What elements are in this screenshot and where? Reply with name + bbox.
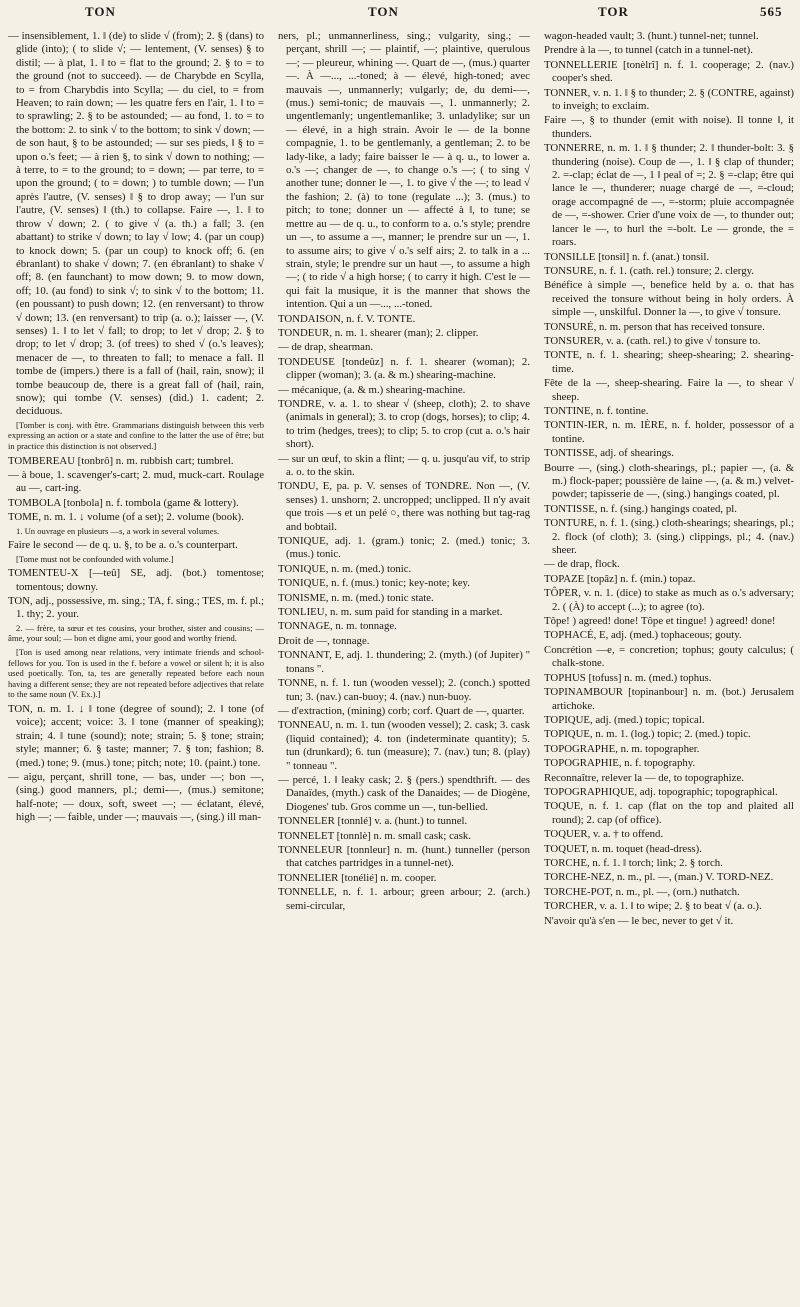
dictionary-entry: TONNER, v. n. 1. ‖ § to thunder; 2. § (CONTRE, against) to inveigh; to exclaim. <box>544 86 794 113</box>
left-running-head: TON <box>85 4 116 19</box>
dictionary-entry: TOPOGRAPHIE, n. f. topography. <box>544 757 696 770</box>
dictionary-entry: TONLIEU, n. m. sum paid for standing in a market. <box>278 606 503 619</box>
dictionary-entry: TONNELLERIE [tonèlrî] n. f. 1. cooperage; 2. (nav.) cooper's shed. <box>544 58 794 85</box>
dictionary-entry: TOPHACÉ, E, adj. (med.) tophaceous; gouty. <box>544 629 742 642</box>
usage-note: 1. Un ouvrage en plusieurs —s, a work in several volumes. <box>16 525 220 536</box>
column-middle <box>278 30 530 1300</box>
dictionary-entry: TONSILLE [tonsil] n. f. (anat.) tonsil. <box>544 250 710 263</box>
dictionary-entry: TOMENTEU-X [—teû] SE, adj. (bot.) tomentose; tomentous; downy. <box>8 567 264 593</box>
column-left <box>8 30 264 1300</box>
dictionary-entry: TONNE, n. f. 1. tun (wooden vessel); 2. (conch.) spotted tun; 3. (nav.) can-buoy; 4. (nav.) nun-buoy. <box>278 677 530 703</box>
dictionary-entry: TONDRE, v. a. 1. to shear √ (sheep, cloth); 2. to shave (animals in general); 3. to crop (dogs, horses); to clip; 4. to trim (hedges, trees); to clip; 5. to crop (cut a. o.'s hair short). <box>278 397 530 451</box>
dictionary-entry: TORCHE-POT, n. m., pl. —, (orn.) nuthatch. <box>544 885 740 898</box>
dictionary-entry: TONDAISON, n. f. V. TONTE. <box>278 312 416 325</box>
dictionary-entry: Faire le second — de q. u. §, to be a. o.'s counterpart. <box>8 539 238 552</box>
dictionary-entry: TOPHUS [tofuss] n. m. (med.) tophus. <box>544 671 712 684</box>
dictionary-entry: TORCHE-NEZ, n. m., pl. —, (man.) V. TORD-NEZ. <box>544 871 774 884</box>
dictionary-entry: TONNAGE, n. m. tonnage. <box>278 620 397 633</box>
dictionary-entry: TONIQUE, n. f. (mus.) tonic; key-note; key. <box>278 577 470 590</box>
dictionary-entry: TONNELET [tonnlè] n. m. small cask; cask. <box>278 829 472 842</box>
dictionary-entry: TONNEAU, n. m. 1. tun (wooden vessel); 2. cask; 3. cask (liquid contained); 4. ton (indeterminate quantity); 5. tun (drunkard); 6. tun (measure); 7. (nav.) tun; 8. (play) " tonneau ". <box>278 719 530 772</box>
dictionary-entry: — sur un œuf, to skin a flint; — q. u. jusqu'au vif, to strip a. o. to the skin. <box>278 452 530 478</box>
dictionary-entry: TONSURÉ, n. m. person that has received tonsure. <box>544 320 765 333</box>
right-running-head: TOR <box>598 4 629 19</box>
dictionary-entry: TOPIQUE, n. m. 1. (log.) topic; 2. (med.) topic. <box>544 728 751 741</box>
column-right <box>544 30 794 1300</box>
dictionary-entry: TONIQUE, n. m. (med.) tonic. <box>278 562 412 575</box>
dictionary-entry: wagon-headed vault; 3. (hunt.) tunnel-net; tunnel. <box>544 30 759 42</box>
dictionary-entry: TON, adj., possessive, m. sing.; TA, f. sing.; TES, m. f. pl.; 1. thy; 2. your. <box>8 595 264 621</box>
dictionary-entry: Concrétion —e, = concretion; tophus; gouty calculus; ( chalk-stone. <box>544 643 794 670</box>
dictionary-entry: — percé, 1. ‖ leaky cask; 2. § (pers.) spendthrift. — des Danaïdes, (myth.) cask of the Danaides; — de Diogène, Diogenes' tub. Gros comme un —, tun-bellied. <box>278 773 530 813</box>
dictionary-entry: TOPIQUE, adj. (med.) topic; topical. <box>544 713 705 726</box>
dictionary-entry: TOPOGRAPHE, n. m. topographer. <box>544 742 700 755</box>
dictionary-entry: TOMBEREAU [tonbrô] n. m. rubbish cart; tumbrel. <box>8 454 234 467</box>
dictionary-entry: TONNELER [tonnlé] v. a. (hunt.) to tunnel. <box>278 815 468 828</box>
dictionary-entry: TORCHER, v. a. 1. ‖ to wipe; 2. § to beat √ (a. o.). <box>544 900 762 913</box>
usage-note: [Tomber is conj. with être. Grammarians distinguish between this verb expressing an action or a state and confine to the latter the use of être; but in practice this distinction is not observed.] <box>8 419 264 451</box>
dictionary-entry: TONNELEUR [tonnleur] n. m. (hunt.) tunneller (person that catches partridges in a tunnel-net). <box>278 843 530 870</box>
page-header <box>0 2 800 32</box>
dictionary-entry: Droit de —, tonnage. <box>278 634 370 647</box>
page-number: 565 <box>760 4 783 19</box>
center-running-head: TON <box>368 4 399 19</box>
dictionary-entry: Bénéfice à simple —, benefice held by a. o. that has received the tonsure without being in holy orders. À simple —, unskilful. Donner la —, to give √ tonsure. <box>544 279 794 319</box>
dictionary-entry: TONSURE, n. f. 1. (cath. rel.) tonsure; 2. clergy. <box>544 264 754 277</box>
dictionary-entry: TONNERRE, n. m. 1. ‖ § thunder; 2. ‖ thunder-bolt: 3. § thundering (noise). Coup de —, 1. ‖ § clap of thunder; 2. =-clap; éclat de —, 1 ‖ peal of =; 2. § =-clap; être qui lance le —, thunderer; nuage chargé de —, =-cloud; orage accompagné de —, =-storm; pluie accompagnée de —, =-shower. Crier d'une voix de —, to thunder out; lancer le —, to hurl the =-bolt. Le — gronde, the = roars. <box>544 142 794 249</box>
dictionary-entry: — de drap, flock. <box>544 558 620 571</box>
dictionary-entry: — insensiblement, 1. ‖ (de) to slide √ (from); 2. § (dans) to glide (into); ( to slide √; — lentement, (V. senses) § to distil; — à plat, 1. ‖ to = flat to the ground; 2. § to = to the ground (not to succeed). — de Charybde en Scylla, to = from Charybdis into Scylla; — du ciel, to = from Heaven; to rain down; — les quatre fers en l'air, 1. ‖ to = to sprawling; 2. § to be astounded; — au fond, 1. to = to the bottom: 2. to sink √ to the bottom; to sink √ down; — de son haut, § to be astounded; — sur ses pieds, ‖ § to = upon o.'s feet; — à rien §, to sink √ down to nothing; — à terre, to = to the ground; to = down; — par terre, to = upon the ground; ( to = down; ) to tumble down; — l'un après l'autre, (V. senses) ‖ § to drop away; — l'un sur l'autre, (V. senses) ‖ (th.) to collapse. Faire —, 1. ‖ to throw √ down; 2. ( to give √ (a. th.) a fall; 3. (en abattant) to strike √ down; to lay √ low; 4. (par un coup) to knock down; 5. (par un coup) to knock off; 6. (en ébranlant) to shake √ down; 7. (en ébranlant) to shake √ off; 8. (en faunchant) to mow down; 9. to mow down, off; 10. (au fond) to sink √; to sink √ to the bottom; 11. (en poussant) to push down; 12. (en renversant) to throw √ down; 13. (en renversant) to trip (a. o.); laisser —, (V. senses) 1. ‖ to let √ fall; to drop; to let √ drop; 2. § to drop; to let √ drop; 3. (of trees) to shed √ (o.'s leaves); menacer de —, to threaten to fall; to menace a fall. Il tombe de (impers.) there is a fall of (hail, rain, snow); il tombe beaucoup de, there is a great fall of (hail, rain, snow); qui tombe (V. senses) (did.) 1. cadent; 2. deciduous. <box>8 30 264 418</box>
dictionary-entry: TOMBOLA [tonbola] n. f. tombola (game & lottery). <box>8 496 239 509</box>
dictionary-entry: — à boue, 1. scavenger's-cart; 2. mud, muck-cart. Roulage au —, cart-ing. <box>8 468 264 495</box>
dictionary-entry: — de drap, shearman. <box>278 341 374 354</box>
dictionary-entry: Fête de la —, sheep-shearing. Faire la —, to shear √ sheep. <box>544 377 794 403</box>
dictionary-entry: ners, pl.; unmannerliness, sing.; vulgarity, sing.; — perçant, shrill —; — plaintif, —; plaintive, querulous —; — pleureur, whining —. Quart de —, (mus.) quarter —. À —..., ...-toned; à — élevé, high-toned; avec mauvais —, unmannerly; vulgarly; de, du demi-—, (mus.) semi-tonic; de mauvais —, 1. unmannerly; 2. ungentlemanly; ungentlemanlike; 3. unladylike; sur un — élevé, in a high strain. Avoir le — de la bonne compagnie, 1. to be gentlemanly, a gentleman; 2. to be lady-like, a lady; faire baisser le — à q. u., to lower a. o.'s —; changer de —, to change o.'s —; ( to sing √ another tune; donner le —, 1. to give √ the —; to lead √ the fashion; 2. (à) to tone (regulate ...); 3. (mus.) to pitch; to tone; donner un — affecté à ‖, to tune; se mettre au — de q. u., to conform to a. o.'s style; prendre un —, to assume a —, manner; le prendre sur un —, 1. to assume airs; to give √ o.'s self airs; 2. to talk in a ... strain, style; le prendre sur un haut —, to assume a high —; ( to ride √ a high horse; ( to carry it high. C'est le — qui fait la musique, it is the manner that shows the intention. Qui a un —..., ...-toned. <box>278 30 530 311</box>
dictionary-entry: — d'extraction, (mining) corb; corf. Quart de —, quarter. <box>278 704 525 717</box>
dictionary-entry: TONDEUR, n. m. 1. shearer (man); 2. clipper. <box>278 326 479 339</box>
dictionary-entry: TOQUET, n. m. toquet (head-dress). <box>544 842 702 855</box>
dictionary-entry: TONDEUSE [tondeûz] n. f. 1. shearer (woman); 2. clipper (woman); 3. (a. & m.) shearing-machine. <box>278 355 530 382</box>
dictionary-entry: TONTISSE, adj. of shearings. <box>544 447 674 460</box>
dictionary-entry: N'avoir qu'à s'en — le bec, never to get √ it. <box>544 914 734 927</box>
dictionary-entry: TOQUE, n. f. 1. cap (flat on the top and plaited all round); 2. cap (of office). <box>544 800 794 826</box>
dictionary-entry: TONNELLE, n. f. 1. arbour; green arbour; 2. (arch.) semi-circular, <box>278 886 530 912</box>
dictionary-entry: TONTURE, n. f. 1. (sing.) cloth-shearings; shearings, pl.; 2. flock (of cloth); 3. (sing.) clippings, pl.; 4. (nav.) sheer. <box>544 517 794 557</box>
dictionary-entry: — mécanique, (a. & m.) shearing-machine. <box>278 383 466 396</box>
dictionary-entry: TONSURER, v. a. (cath. rel.) to give √ tonsure to. <box>544 334 761 347</box>
dictionary-entry: — aigu, perçant, shrill tone, — bas, under —; bon —, (sing.) good manners, pl.; demi-—, (mus.) semitone; half-note; — doux, soft, sweet —; — éclatant, élevé, high —; — faible, under —; mauvais —, (sing.) ill man- <box>8 771 264 824</box>
dictionary-entry: Tôpe! ) agreed! done! Tôpe et tingue! ) agreed! done! <box>544 615 776 628</box>
dictionary-entry: TONDU, E, pa. p. V. senses of TONDRE. Non —, (V. senses) 1. unshorn; 2. uncropped; unclipped. Il n'y avait que trois —s et un pelé ○, there was nothing but tag-rag and bobtail. <box>278 480 530 533</box>
usage-note: [Ton is used among near relations, very intimate friends and school-fellows for you. Ton is used in the f. before a vowel or silent h; it is also used poetically. Ton, ta, tes are generally repeated before each noun having a different sense; they are not repeated before adjectives that relate to the same noun (V. Ex.).] <box>8 647 264 700</box>
dictionary-entry: TONTE, n. f. 1. shearing; sheep-shearing; 2. shearing-time. <box>544 349 794 375</box>
dictionary-entry: Bourre —, (sing.) cloth-shearings, pl.; papier —, (a. & m.) flock-paper; poussière de laine —, (a. & m.) velvet-powder; tapisserie de —, (sing.) hangings coated, pl. <box>544 461 794 501</box>
dictionary-entry: TONTISSE, n. f. (sing.) hangings coated, pl. <box>544 502 737 515</box>
dictionary-entry: TONNELIER [tonélié] n. m. cooper. <box>278 871 437 884</box>
dictionary-entry: TONISME, n. m. (med.) tonic state. <box>278 591 434 604</box>
dictionary-entry: TOPAZE [topâz] n. f. (min.) topaz. <box>544 572 696 585</box>
dictionary-entry: TOME, n. m. 1. ↓ volume (of a set); 2. volume (book). <box>8 511 244 524</box>
dictionary-entry: TONIQUE, adj. 1. (gram.) tonic; 2. (med.) tonic; 3. (mus.) tonic. <box>278 535 530 561</box>
dictionary-entry: TONNANT, E, adj. 1. thundering; 2. (myth.) (of Jupiter) " tonans ". <box>278 649 530 675</box>
dictionary-entry: Faire —, § to thunder (emit with noise). Il tonne ‖, it thunders. <box>544 114 794 140</box>
dictionary-entry: TÔPER, v. n. 1. (dice) to stake as much as o.'s adversary; 2. ( (À) to accept (...); to agree (to). <box>544 587 794 613</box>
usage-note: [Tome must not be confounded with volume.] <box>16 553 174 564</box>
dictionary-entry: Reconnaître, relever la — de, to topographize. <box>544 771 744 784</box>
dictionary-entry: TORCHE, n. f. 1. ‖ torch; link; 2. § torch. <box>544 856 723 869</box>
dictionary-entry: TONTIN-IER, n. m. IÈRE, n. f. holder, possessor of a tontine. <box>544 419 794 445</box>
dictionary-entry: TOPOGRAPHIQUE, adj. topographic; topographical. <box>544 785 778 798</box>
dictionary-entry: TON, n. m. 1. ↓ ‖ tone (degree of sound); 2. ‖ tone (of voice); accent; voice: 3. ‖ tone (manner of speaking); strain; 4. ‖ tune (sound); note; strain; 5. § tone; strain; style; manner; 6. § taste; manner; 7. § ton; fashion; 8. (med.) tone; 9. (mus.) tone; pitch; note; 10. (paint.) tone. <box>8 702 264 769</box>
usage-note: 2. — frère, ta sœur et tes cousins, your brother, sister and cousins; — âme, your soul; — bon et digne ami, your good and worthy friend. <box>8 622 264 644</box>
dictionary-entry: Prendre à la —, to tunnel (catch in a tunnel-net). <box>544 44 753 57</box>
dictionary-entry: TONTINE, n. f. tontine. <box>544 404 649 417</box>
dictionary-entry: TOQUER, v. a. † to offend. <box>544 828 664 841</box>
dictionary-entry: TOPINAMBOUR [topinanbour] n. m. (bot.) Jerusalem artichoke. <box>544 686 794 712</box>
